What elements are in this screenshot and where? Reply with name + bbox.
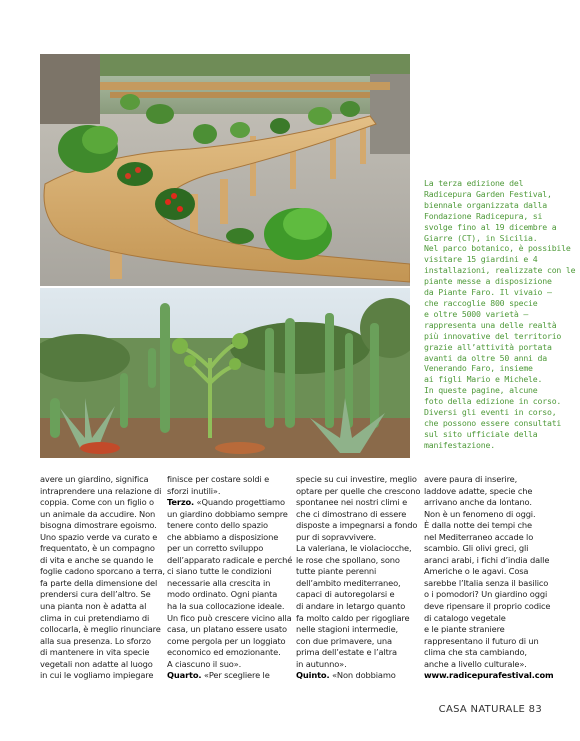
text-line: [296, 647, 420, 659]
text-line: [296, 520, 420, 532]
line-text: un giardino dobbiamo sempre: [167, 508, 288, 519]
text-line: frequentato, è un compagno: [40, 543, 155, 554]
festival-url-link[interactable]: www.radicepurafestival.com: [424, 670, 554, 681]
text-line: prendersi cura dell’altro. Se: [40, 589, 151, 600]
line-text: disposte a impegnarsi a fondo: [296, 520, 418, 531]
article-column-1: [40, 474, 168, 682]
text-line: [167, 670, 291, 682]
text-line: [167, 543, 291, 555]
caption-line: foto della edizione in corso.: [424, 396, 562, 407]
text-line: [296, 578, 420, 590]
text-line: [167, 647, 291, 659]
line-text: dell’apparato radicale e perché: [167, 554, 293, 565]
text-line: [167, 659, 291, 671]
line-text: «Per scegliere le: [201, 670, 270, 681]
line-text: specie su cui investire, meglio: [296, 474, 417, 484]
article-column-2: [167, 474, 291, 682]
text-line: avere un giardino, significa: [40, 474, 149, 484]
text-line: [296, 474, 420, 486]
text-line: [296, 543, 420, 555]
caption-line: Fondazione Radicepura, si: [424, 210, 543, 221]
line-text: spontanee nei nostri climi e: [296, 497, 408, 508]
caption-line: visitare 15 giardini e 4: [424, 254, 538, 265]
magazine-section-name: CASA NATURALE: [438, 704, 526, 715]
caption-line: svolge fino al 19 dicembre a: [424, 221, 557, 232]
line-text: le rose che spollano, sono: [296, 554, 400, 565]
text-line: foglie cadono sporcano a terra,: [40, 566, 165, 577]
text-line: deve ripensare il proprio codice: [424, 601, 551, 612]
line-text: capaci di autoregolarsi e: [296, 589, 395, 600]
caption-line: da Piante Faro. Il vivaio –: [424, 287, 552, 298]
section-lead: Terzo.: [167, 497, 195, 508]
text-line: o i pomodori? Un giardino oggi: [424, 589, 548, 600]
text-line: anche a livello culturale».: [424, 658, 527, 669]
text-line: [167, 520, 291, 532]
caption-line: manifestazione.: [424, 439, 495, 450]
caption-line: La terza edizione del: [424, 178, 524, 188]
text-line: [296, 589, 420, 601]
text-line: scambio. Gli olivi greci, gli: [424, 543, 529, 554]
line-text: come pergola per un loggiato: [167, 635, 286, 646]
text-line: [296, 509, 420, 521]
text-line: collocarla, è meglio rinunciare: [40, 624, 161, 635]
text-line: [167, 497, 291, 509]
text-line: Americhe o le agavi. Cosa: [424, 566, 529, 577]
text-line: [167, 474, 291, 486]
caption-line: installazioni, realizzate con le: [424, 265, 576, 276]
text-line: Non è un fenomeno di oggi.: [424, 508, 536, 519]
text-line: e le piante straniere: [424, 624, 505, 635]
caption-line: che raccoglie 800 specie: [424, 297, 538, 308]
caption-line: grazie all’attività portata: [424, 341, 552, 352]
line-text: fa molto caldo per rigogliare: [296, 612, 410, 623]
caption-line: rappresenta una delle realtà: [424, 319, 557, 330]
caption-line: sul sito ufficiale della: [424, 428, 538, 439]
text-line: intraprendere una relazione di: [40, 485, 162, 496]
page-number: 83: [528, 704, 542, 715]
text-line: [167, 624, 291, 636]
text-line: [296, 486, 420, 498]
text-line: di vita e anche se quando le: [40, 554, 154, 565]
text-line: nel Mediterraneo accade lo: [424, 531, 534, 542]
text-line: Uno spazio verde va curato e: [40, 531, 158, 542]
text-line: [167, 486, 291, 498]
line-text: per un corretto sviluppo: [167, 543, 264, 554]
line-text: A ciascuno il suo».: [167, 658, 242, 669]
caption-line: In queste pagine, alcune: [424, 385, 538, 396]
text-line: [167, 509, 291, 521]
text-line: aranci arabi, i fichi d’india dalle: [424, 554, 550, 565]
line-text: necessarie alla crescita in: [167, 577, 271, 588]
line-text: pur di sopravvivere.: [296, 531, 377, 542]
line-text: casa, un platano essere usato: [167, 624, 287, 635]
caption-line: Giarre (CT), in Sicilia.: [424, 232, 538, 243]
text-line: [296, 566, 420, 578]
text-line: [296, 532, 420, 544]
photo-cactus-garden: [40, 288, 410, 458]
text-line: vegetali non adatte al luogo: [40, 658, 153, 669]
line-text: «Non dobbiamo: [329, 670, 396, 681]
line-text: di andare in letargo quanto: [296, 601, 406, 612]
article-column-4: [424, 474, 558, 682]
text-line: [167, 636, 291, 648]
caption-line: e oltre 5000 varietà –: [424, 308, 529, 319]
text-line: laddove adatte, specie che: [424, 485, 533, 496]
line-text: che abbiamo a disposizione: [167, 531, 279, 542]
caption-line: Nel parco botanico, è possibile: [424, 243, 571, 254]
caption-line: ai figli Mario e Michele.: [424, 374, 543, 385]
text-line: fa parte della dimensione del: [40, 577, 158, 588]
section-lead: Quarto.: [167, 670, 202, 681]
text-line: [296, 555, 420, 567]
text-line: [167, 589, 291, 601]
line-text: tutte piante perenni: [296, 566, 377, 577]
line-text: tenere conto dello spazio: [167, 520, 268, 531]
line-text: economico ed emozionante.: [167, 647, 281, 658]
caption-line: Radicepura Garden Festival,: [424, 188, 552, 199]
text-line: [167, 555, 291, 567]
text-line: una pianta non è adatta al: [40, 601, 147, 612]
text-line: [167, 566, 291, 578]
text-line: [167, 613, 291, 625]
page-footer: [439, 704, 542, 715]
caption-line: Venerando Faro, insieme: [424, 363, 533, 374]
text-line: [296, 624, 420, 636]
text-line: [167, 532, 291, 544]
line-text: ci siano tutte le condizioni: [167, 566, 272, 577]
section-lead: Quinto.: [296, 670, 330, 681]
caption-line: più innovative del territorio: [424, 330, 562, 341]
caption-line: piante messe a disposizione: [424, 276, 552, 287]
line-text: in autunno».: [296, 658, 347, 669]
line-text: nelle stagioni intermedie,: [296, 624, 399, 635]
line-text: Un fico può crescere vicino alla: [167, 612, 292, 623]
line-text: La valeriana, le violaciocche,: [296, 543, 412, 554]
line-text: modo ordinato. Ogni pianta: [167, 589, 278, 600]
text-line: coppia. Come con un figlio o: [40, 497, 154, 508]
line-text: optare per quelle che crescono: [296, 485, 421, 496]
caption-line: Diversi gli eventi in corso,: [424, 407, 557, 418]
text-line: alla sua presenza. Lo sforzo: [40, 635, 151, 646]
text-line: un animale da accudire. Non: [40, 508, 156, 519]
line-text: «Quando progettiamo: [194, 497, 285, 508]
photo-caption: [424, 178, 576, 451]
article-column-3: [296, 474, 420, 682]
caption-line: avanti da oltre 50 anni da: [424, 352, 547, 363]
line-text: finisce per costare soldi e: [167, 474, 270, 484]
text-line: [296, 497, 420, 509]
text-line: di catalogo vegetale: [424, 612, 506, 623]
text-line: bisogna dimostrare egoismo.: [40, 520, 157, 531]
text-line: [296, 670, 420, 682]
text-line: [167, 601, 291, 613]
photo-garden-table: [40, 54, 410, 286]
text-line: [296, 636, 420, 648]
text-line: [167, 578, 291, 590]
caption-line: che possono essere consultati: [424, 417, 562, 428]
line-text: che ci dimostrano di essere: [296, 508, 407, 519]
line-text: ha la sua collocazione ideale.: [167, 601, 285, 612]
text-line: [296, 659, 420, 671]
text-line: [296, 601, 420, 613]
text-line: rappresentano il futuro di un: [424, 635, 539, 646]
text-line: sarebbe l’Italia senza il basilico: [424, 577, 549, 588]
line-text: prima dell’estate e l’altra: [296, 647, 397, 658]
text-line: È dalla notte dei tempi che: [424, 520, 532, 531]
line-text: dell’ambito mediterraneo,: [296, 577, 401, 588]
line-text: sforzi inutili».: [167, 485, 221, 496]
line-text: con due primavere, una: [296, 635, 392, 646]
text-line: clima in cui pretendiamo di: [40, 612, 150, 623]
text-line: avere paura di inserire,: [424, 474, 518, 484]
text-line: [296, 613, 420, 625]
caption-line: biennale organizzata dalla: [424, 199, 547, 210]
text-line: in cui le vogliamo impiegare: [40, 670, 154, 681]
text-line: arrivano anche da lontano.: [424, 497, 532, 508]
text-line: di mantenere in vita specie: [40, 647, 150, 658]
text-line: clima che sta cambiando,: [424, 647, 527, 658]
